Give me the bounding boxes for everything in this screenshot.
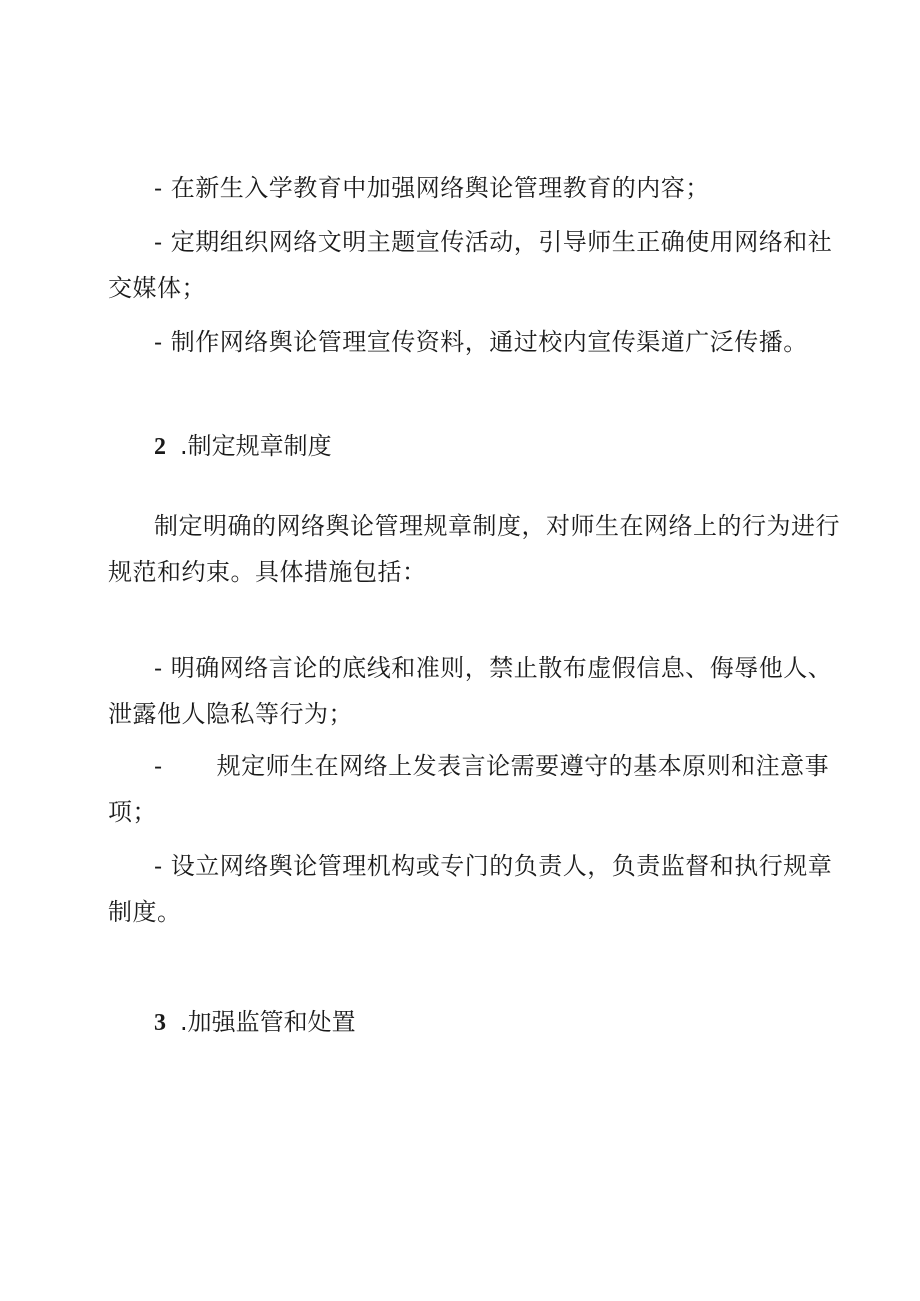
list-dash: - [154, 752, 163, 780]
section-heading [154, 1006, 356, 1039]
paragraph-line: 制定明确的网络舆论管理规章制度，对师生在网络上的行为进行 [154, 512, 840, 540]
list-item-text: 规定师生在网络上发表言论需要遵守的基本原则和注意事 [216, 752, 830, 780]
list-item [154, 750, 829, 782]
list-item: - 明确网络言论的底线和准则，禁止散布虚假信息、侮辱他人、 [154, 654, 833, 682]
section-number: 3 [154, 1010, 166, 1036]
list-item: - 设立网络舆论管理机构或专门的负责人，负责监督和执行规章 [154, 852, 833, 880]
section-title: .加强监管和处置 [180, 1008, 356, 1036]
section-title: .制定规章制度 [180, 432, 332, 460]
list-item: - 制作网络舆论管理宣传资料，通过校内宣传渠道广泛传播。 [154, 328, 808, 356]
list-item-continuation: 交媒体； [108, 274, 206, 302]
section-heading [154, 430, 332, 463]
list-item-continuation: 制度。 [108, 898, 182, 926]
paragraph-line: 规范和约束。具体措施包括： [108, 558, 427, 586]
list-item: - 定期组织网络文明主题宣传活动，引导师生正确使用网络和社 [154, 228, 833, 256]
list-item-continuation: 项； [108, 798, 157, 826]
section-number: 2 [154, 434, 166, 460]
list-item-continuation: 泄露他人隐私等行为； [108, 700, 353, 728]
list-item: - 在新生入学教育中加强网络舆论管理教育的内容； [154, 174, 710, 202]
